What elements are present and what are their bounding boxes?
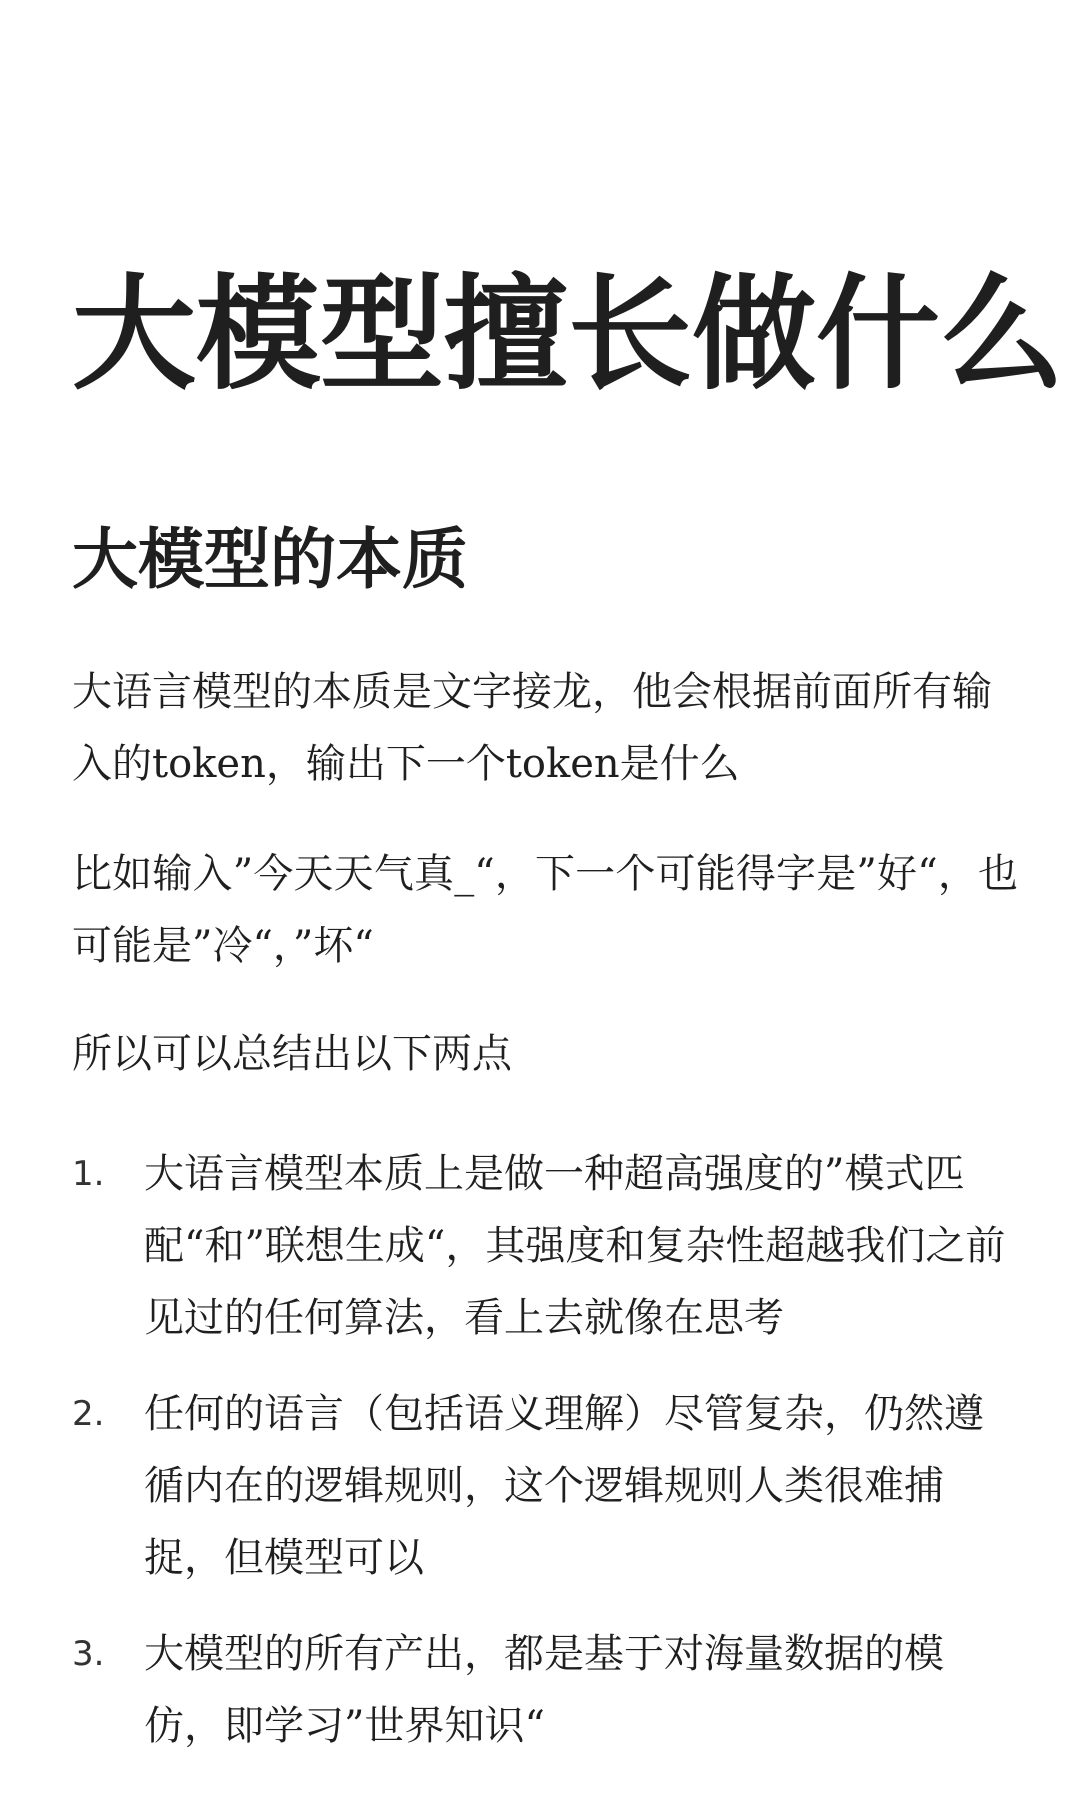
list-item-text: 大语言模型本质上是做一种超高强度的”模式匹配“和”联想生成“，其强度和复杂性超越我们之前见过的任何算法，看上去就像在思考 [144,1151,1006,1341]
list-item [72,1618,1018,1762]
paragraph-example: 比如输入”今天天气真_“，下一个可能得字是”好“，也可能是”冷“，”坏“ [72,851,1018,969]
list-item-number: 3. [72,1634,105,1674]
section-heading: 大模型的本质 [72,520,468,598]
list-item-text: 任何的语言（包括语义理解）尽管复杂，仍然遵循内在的逻辑规则，这个逻辑规则人类很难捕捉，但模型可以 [144,1391,984,1581]
paragraph-summary-intro: 所以可以总结出以下两点 [72,1031,512,1077]
list-item-number: 1. [72,1154,105,1194]
page-title: 大模型擅长做什么 [72,262,1065,407]
numbered-list [72,1138,1018,1786]
paragraph-essence: 大语言模型的本质是文字接龙，他会根据前面所有输入的token，输出下一个token是什么 [72,669,992,787]
list-item-number: 2. [72,1394,105,1434]
list-item [72,1378,1018,1594]
list-item [72,1138,1018,1354]
list-item-text: 大模型的所有产出，都是基于对海量数据的模仿，即学习”世界知识“ [144,1631,944,1749]
